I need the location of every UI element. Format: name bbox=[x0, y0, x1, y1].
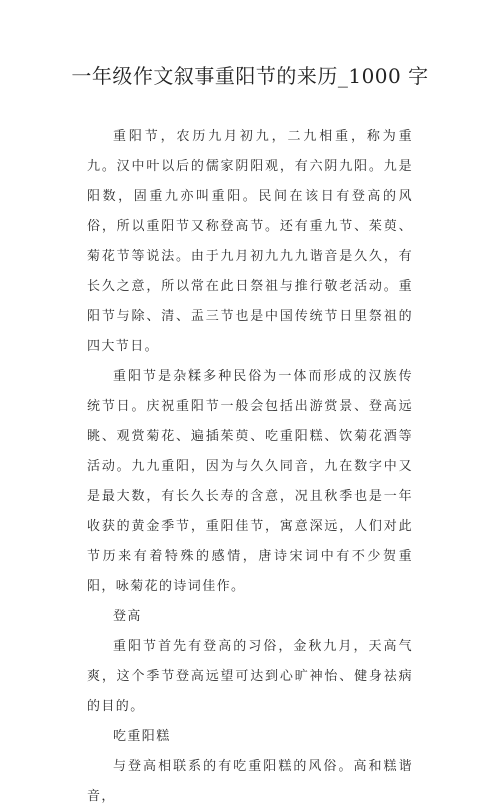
document-body bbox=[87, 122, 413, 812]
section-heading: 登高 bbox=[113, 609, 142, 624]
paragraph: 重阳节是杂糅多种民俗为一体而形成的汉族传统节日。庆祝重阳节一般会包括出游赏景、登高远眺、观赏菊花、遍插茱萸、吃重阳糕、饮菊花酒等活动。九九重阳，因为与久久同音，九在数字中又是最大数，有长久长寿的含意，况且秋季也是一年收获的黄金季节，重阳佳节，寓意深远，人们对此节历来有着特殊的感情，唐诗宋词中有不少贺重阳，咏菊花的诗词佳作。 bbox=[87, 369, 413, 594]
paragraph: 与登高相联系的有吃重阳糕的风俗。高和糕谐音， bbox=[87, 759, 413, 804]
paragraph: 重阳节首先有登高的习俗，金秋九月，天高气爽，这个季节登高远望可达到心旷神怡、健身祛病的目的。 bbox=[87, 639, 413, 714]
section-heading: 吃重阳糕 bbox=[113, 729, 171, 744]
paragraph: 重阳节，农历九月初九，二九相重，称为重九。汉中叶以后的儒家阴阳观，有六阴九阳。九是阳数，固重九亦叫重阳。民间在该日有登高的风俗，所以重阳节又称登高节。还有重九节、茱萸、菊花节等说法。由于九月初九九九谐音是久久，有长久之意，所以常在此日祭祖与推行敬老活动。重阳节与除、清、盂三节也是中国传统节日里祭祖的四大节日。 bbox=[87, 129, 413, 354]
document-title: 一年级作文叙事重阳节的来历_1000 字 bbox=[71, 64, 429, 88]
